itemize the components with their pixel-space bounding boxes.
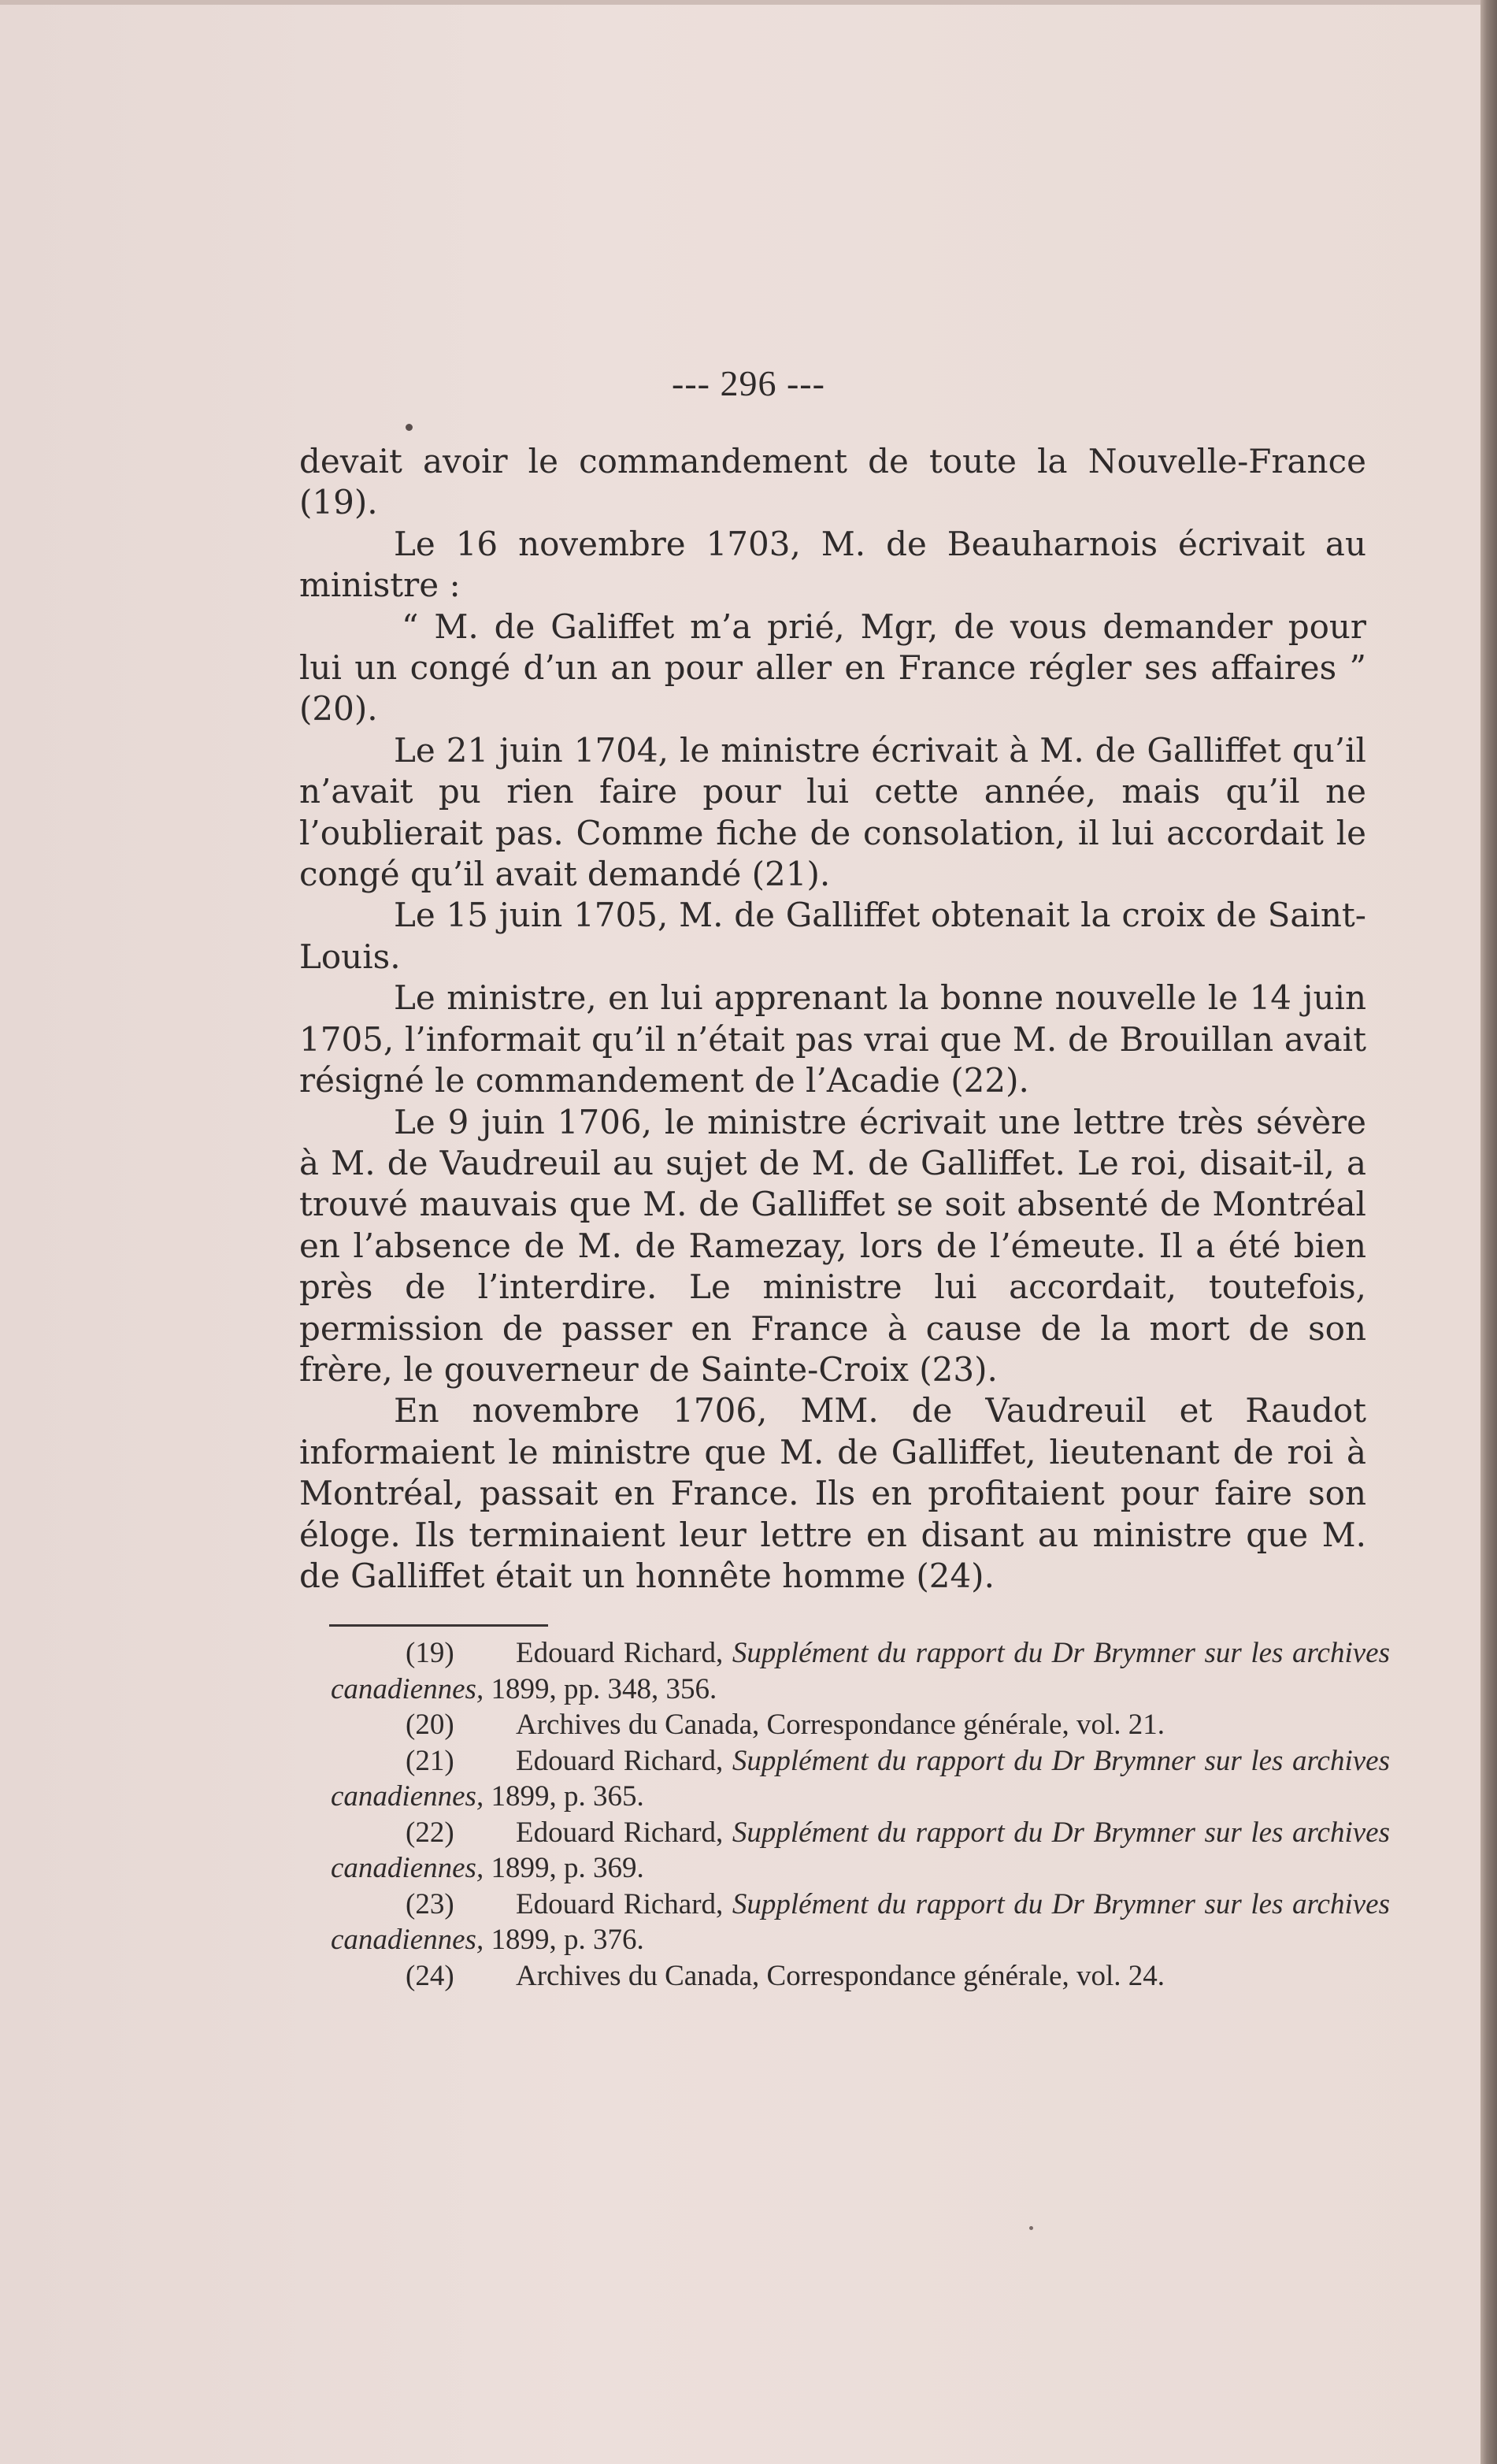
- paragraph: Le 9 juin 1706, le ministre écrivait une lettre très sévère à M. de Vaudreuil au sujet de M. de Galliffet. Le roi, disait-il, a trouvé mauvais que M. de Galliffet se soit absenté de Montréal en l’absence de M. de Ramezay, lors de l’émeute. Il a été bien près de l’interdire. Le ministre lui accordait, toutefois, permission de passer en France à cause de la mort de son frère, le gouverneur de Sainte-Croix (23).: [299, 1102, 1366, 1389]
- paragraph: Le 21 juin 1704, le ministre écrivait à M. de Galliffet qu’il n’avait pu rien faire pour lui cette année, mais qu’il ne l’oublierait pas. Comme fiche de consolation, il lui accordait le congé qu’il avait demandé (21).: [299, 730, 1366, 894]
- footnote-text: Archives du Canada, Correspondance générale, vol. 24.: [516, 1959, 1165, 1992]
- paper-speck: [1029, 2226, 1033, 2230]
- paragraph: Le 16 novembre 1703, M. de Beauharnois écrivait au ministre :: [299, 524, 1366, 605]
- footnotes: [331, 1635, 1390, 1994]
- footnote-text: Edouard Richard,: [516, 1637, 732, 1669]
- footnote-number: (21): [406, 1744, 454, 1777]
- footnote-separator: [329, 1624, 548, 1627]
- footnote-number: (19): [406, 1637, 454, 1669]
- footnote-title: Supplément du rapport du Dr Brymner sur les archives canadiennes,: [331, 1637, 1390, 1705]
- paragraph: Le 15 juin 1705, M. de Galliffet obtenait la croix de Saint-Louis.: [299, 896, 1366, 976]
- paragraph-quote: “ M. de Galiffet m’a prié, Mgr, de vous demander pour lui un congé d’un an pour aller en France régler ses affaires ” (20).: [299, 607, 1366, 729]
- footnote: [331, 1887, 1390, 1958]
- footnote: [331, 1958, 1390, 1995]
- footnote-text: 1899, p. 376.: [484, 1924, 644, 1956]
- paragraph: devait avoir le commandement de toute la Nouvelle-France (19).: [299, 442, 1366, 522]
- paper-speck: [406, 424, 413, 431]
- footnote-number: (22): [406, 1816, 454, 1849]
- footnote-title: Supplément du rapport du Dr Brymner sur les archives canadiennes,: [331, 1887, 1390, 1956]
- paragraph: Le ministre, en lui apprenant la bonne nouvelle le 14 juin 1705, l’informait qu’il n’était pas vrai que M. de Brouillan avait résigné le commandement de l’Acadie (22).: [299, 978, 1366, 1100]
- footnote-number: (23): [406, 1887, 454, 1920]
- footnote-title: Supplément du rapport du Dr Brymner sur les archives canadiennes,: [331, 1816, 1390, 1884]
- footnote-text: Edouard Richard,: [516, 1744, 732, 1777]
- footnote-text: 1899, p. 369.: [484, 1852, 644, 1884]
- paragraph: En novembre 1706, MM. de Vaudreuil et Raudot informaient le ministre que M. de Galliffet, lieutenant de roi à Montréal, passait en France. Ils en profitaient pour faire son éloge. Ils terminaient leur lettre en disant au ministre que M. de Galliffet était un honnête homme (24).: [299, 1391, 1366, 1595]
- footnote: [331, 1635, 1390, 1707]
- footnote-text: 1899, pp. 348, 356.: [484, 1672, 717, 1705]
- footnote: [331, 1743, 1390, 1815]
- page-number: --- 296 ---: [672, 363, 825, 403]
- footnote-text: 1899, p. 365.: [484, 1780, 644, 1813]
- body-text: [299, 441, 1366, 1597]
- footnote-title: Supplément du rapport du Dr Brymner sur les archives canadiennes,: [331, 1744, 1390, 1813]
- footnote-number: (24): [406, 1959, 454, 1992]
- footnote: [331, 1707, 1390, 1743]
- footnote-text: Edouard Richard,: [516, 1816, 732, 1849]
- footnote-text: Archives du Canada, Correspondance générale, vol. 21.: [516, 1709, 1165, 1741]
- footnote-number: (20): [406, 1709, 454, 1741]
- page-top-edge: [0, 0, 1480, 5]
- footnote-text: Edouard Richard,: [516, 1887, 732, 1920]
- footnote: [331, 1815, 1390, 1887]
